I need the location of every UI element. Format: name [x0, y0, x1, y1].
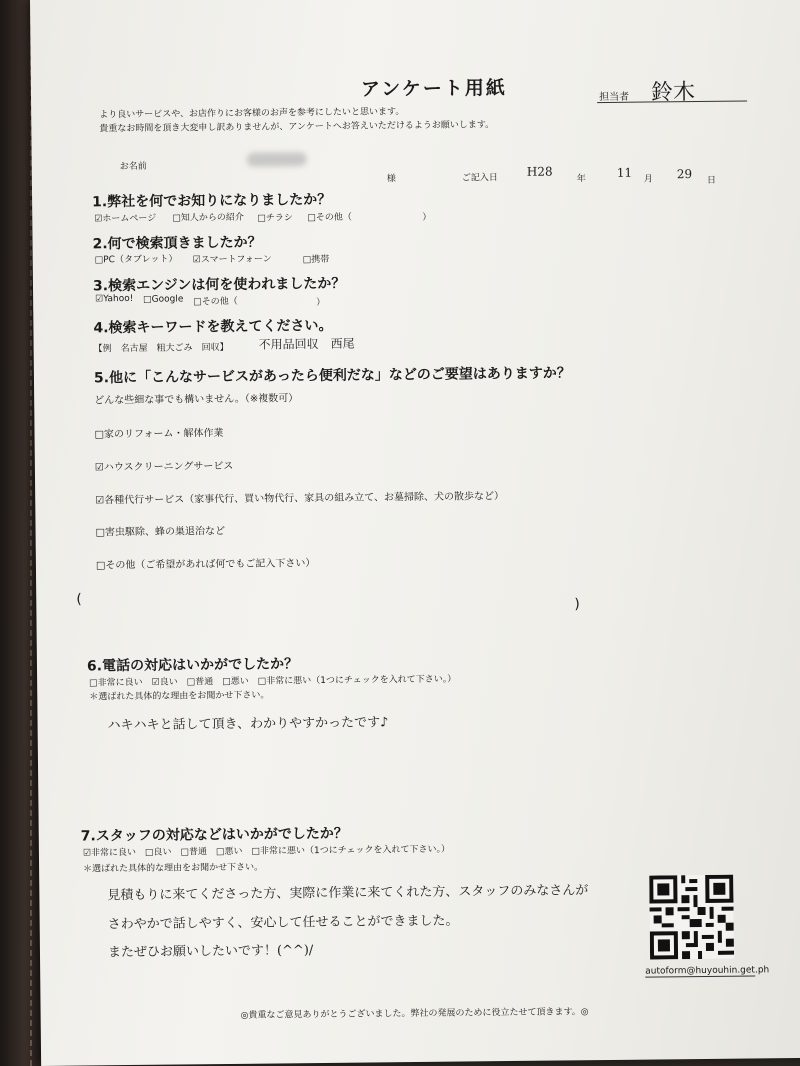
q5-option-house-cleaning[interactable]: ☑ハウスクリーニングサービス: [94, 460, 234, 474]
q1-title: 1.弊社を何でお知りになりましたか？: [92, 191, 332, 211]
q6-answer-handwritten: ハキハキと話して頂き、わかりやすかったです♪: [107, 715, 389, 734]
month-label: 月: [643, 174, 653, 185]
date-day-value: 29: [676, 167, 693, 182]
q1-option-other[interactable]: □その他（: [307, 212, 352, 224]
q7-answer-line-2: さわやかで話しやすく、安心して任せることができました。: [107, 913, 459, 933]
q4-example: 【例 名古屋 粗大ごみ 回収】: [93, 342, 229, 355]
q5-other-paren-close: ): [574, 596, 580, 613]
intro-line-2: 貴重なお時間を頂き大変申し訳ありませんが、アンケートへお答えいただけるようお願いします。: [99, 120, 495, 135]
name-label: お名前: [119, 161, 147, 173]
q7-answer-line-1: 見積もりに来てくださった方、実際に作業に来てくれた方、スタッフのみなさんが: [107, 883, 589, 904]
day-label: 日: [706, 175, 716, 186]
q5-subtitle: どんな些細な事でも構いません。（※複数可）: [94, 393, 299, 407]
page-title: アンケート用紙: [360, 77, 507, 101]
q5-option-other[interactable]: □その他（ご希望があれば何でもご記入下さい）: [95, 558, 316, 572]
q6-reason-label: ＊選ばれた具体的な理由をお聞かせ下さい。: [89, 690, 270, 703]
intro-line-1: より良いサービスや、お店作りにお客様のお声を参考にしたいと思います。: [99, 107, 405, 121]
q1-option-other-close: ）: [422, 212, 432, 223]
tanto-name-handwritten: 鈴木: [650, 80, 696, 106]
sama-label: 様: [386, 174, 396, 185]
q7-answer-line-3: またぜひお願いしたいです！(^^)/: [107, 943, 314, 961]
q6-title: 6.電話の対応はいかがでしたか？: [86, 656, 299, 675]
q7-title: 7.スタッフの対応などはいかがでしたか？: [80, 825, 348, 845]
q3-option-google[interactable]: □Google: [143, 294, 184, 305]
date-label: ご記入日: [461, 173, 498, 184]
q3-title: 3.検索エンジンは何を使われましたか？: [92, 275, 346, 295]
q3-option-yahoo[interactable]: ☑Yahoo!: [95, 293, 134, 305]
tanto-label: 担当者: [598, 91, 630, 104]
q2-title: 2.何で検索頂きましたか？: [92, 234, 262, 253]
q2-option-smartphone[interactable]: ☑スマートフォーン: [192, 254, 272, 266]
q2-option-keitai[interactable]: □携帯: [302, 254, 330, 266]
year-label: 年: [576, 174, 586, 185]
q5-title: 5.他に「こんなサービスがあったら便利だな」などのご要望はありますか？: [93, 365, 571, 387]
footer-thanks: ◎貴重なご意見ありがとうございました。弊社の発展のために役立たせて頂きます。◎: [240, 1007, 589, 1021]
date-month-value: 11: [616, 165, 633, 180]
redacted-name: [247, 152, 307, 167]
date-year-value: H28: [526, 164, 553, 179]
survey-sheet: [30, 0, 800, 1066]
q4-answer-handwritten: 不用品回収 西尾: [258, 336, 355, 352]
q1-option-flyer[interactable]: □チラシ: [257, 213, 293, 224]
q2-option-pc[interactable]: □PC（タブレット）: [94, 254, 178, 266]
url-underline: [645, 975, 755, 977]
qr-code-icon: [649, 875, 734, 960]
q5-option-daikou[interactable]: ☑各種代行サービス（家事代行、買い物代行、家具の組み立て、お墓掃除、犬の散歩など）: [95, 491, 505, 507]
q3-option-other[interactable]: □その他（: [193, 296, 238, 308]
q6-options[interactable]: □非常に良い ☑良い □普通 □悪い □非常に悪い（1つにチェックを入れて下さい。）: [89, 674, 457, 689]
q7-reason-label: ＊選ばれた具体的な理由をお聞かせ下さい。: [83, 862, 264, 875]
q7-options[interactable]: ☑非常に良い □良い □普通 □悪い □非常に悪い（1つにチェックを入れて下さい。）: [82, 844, 451, 859]
q4-title: 4.検索キーワードを教えてください。: [93, 317, 333, 337]
q5-option-pest[interactable]: □害虫駆除、蜂の巣退治など: [95, 525, 226, 539]
q3-option-other-close: ）: [316, 297, 326, 309]
q5-option-reform[interactable]: □家のリフォーム・解体作業: [94, 427, 224, 441]
q1-option-homepage[interactable]: ☑ホームページ: [94, 213, 157, 225]
q5-other-paren-open: (: [76, 591, 82, 608]
contact-email: autoform@huyouhin.get.ph: [645, 965, 770, 977]
q1-option-referral[interactable]: □知人からの紹介: [172, 212, 244, 224]
